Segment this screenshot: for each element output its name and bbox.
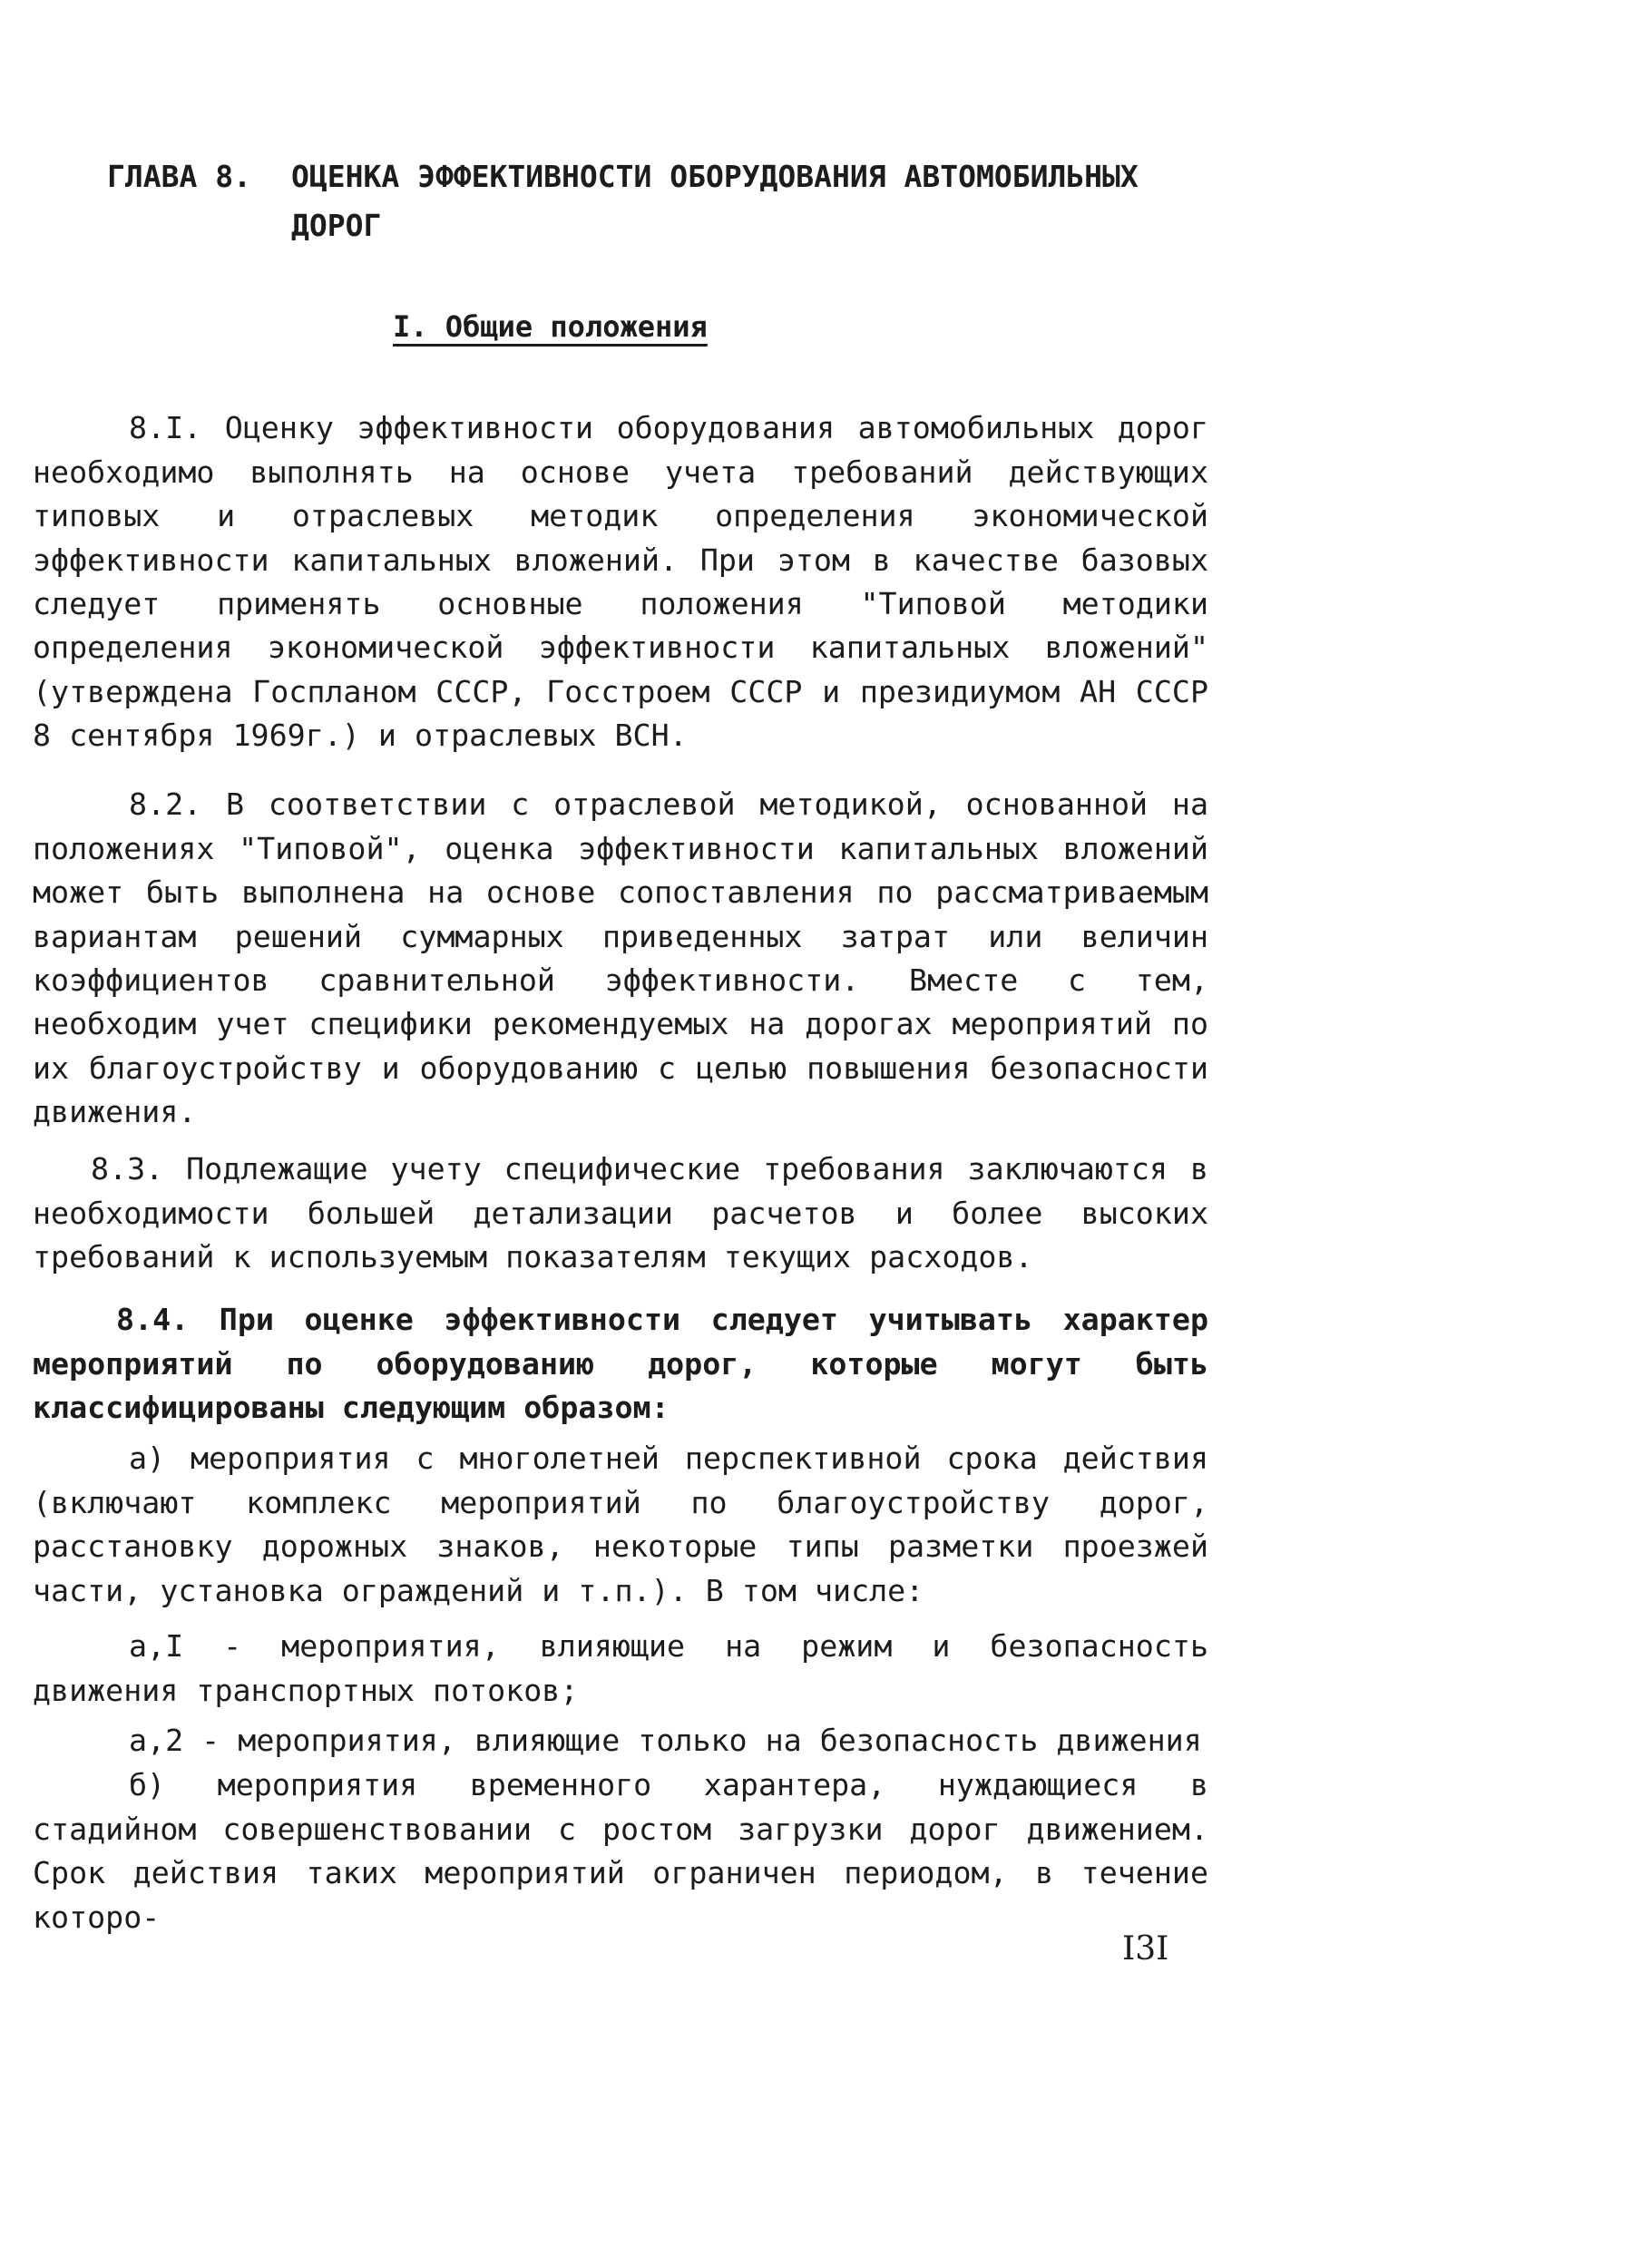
paragraph-8-2: 8.2. В соответствии с отраслевой методикой, основанной на положениях "Типовой", оценка эффективности капитальных вложений может быть выполнена на основе сопоставления по рассматриваемым вариантам решений суммарных приведенных затрат или величин коэффициентов сравнительной эффективности. Вместе с тем, необходим учет специфики рекомендуемых на дорогах мероприятий по их благоустройству и оборудованию с целью повышения безопасности движения.: [33, 786, 1208, 1130]
paragraph-item-b: б) мероприятия временного харантера, нуждающиеся в стадийном совершенствовании с ростом загрузки дорог движением. Срок действия таких мероприятий ограничен периодом, в течение которо-: [33, 1767, 1208, 1935]
paragraph-item-a2: а,2 - мероприятия, влияющие только на безопасность движения: [129, 1723, 1202, 1759]
page-number: I3I: [1122, 1930, 1169, 1968]
chapter-label: ГЛАВА 8.: [107, 159, 251, 194]
paragraph-8-4: 8.4. При оценке эффективности следует учитывать характер мероприятий по оборудованию дорог, которые могут быть классифицированы следующим образом:: [33, 1302, 1208, 1426]
paragraph-item-a: а) мероприятия с многолетней перспективной срока действия (включают комплекс мероприятий по благоустройству дорог, расстановку дорожных знаков, некоторые типы разметки проезжей части, установка ограждений и т.п.). В том числе:: [33, 1441, 1208, 1608]
chapter-title: ОЦЕНКА ЭФФЕКТИВНОСТИ ОБОРУДОВАНИЯ АВТОМОБИЛЬНЫХ ДОРОГ: [291, 159, 1139, 243]
paragraph-8-1: 8.I. Оценку эффективности оборудования автомобильных дорог необходимо выполнять на основе учета требований действующих типовых и отраслевых методик определения экономической эффективности капитальных вложений. При этом в качестве базовых следует применять основные положения "Типовой методики определения экономической эффективности капитальных вложений" (утверждена Госпланом СССР, Госстроем СССР и президиумом АН СССР 8 сентября 1969г.) и отраслевых ВСН.: [33, 410, 1208, 754]
section-heading: I. Общие положения: [393, 309, 708, 344]
paragraph-item-a1: а,I - мероприятия, влияющие на режим и безопасность движения транспортных потоков;: [33, 1628, 1208, 1708]
paragraph-8-3: 8.3. Подлежащие учету специфические требования заключаются в необходимости большей детализации расчетов и более высоких требований к используемым показателям текущих расходов.: [33, 1151, 1208, 1275]
